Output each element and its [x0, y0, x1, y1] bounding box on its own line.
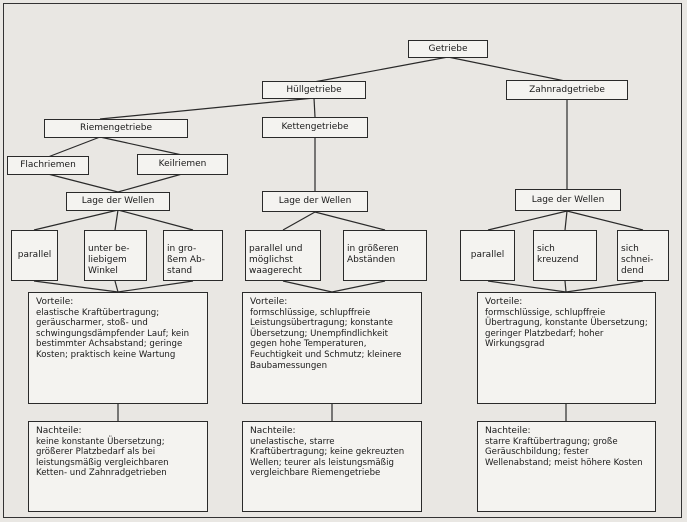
ketten-vorteile-text: formschlüssige, schlupffreie Leistungsübertragung; konstante Übersetzung; Unempfindlichkeit gegen hohe Temperaturen, Feuchtigkeit und Schmutz; kleinere Baubamessungen	[250, 307, 402, 371]
edge-getriebe-huell	[314, 57, 448, 82]
edge-lage-z-1	[488, 211, 567, 230]
ketten-option-abstaende-label: in größeren Abständen	[347, 244, 399, 265]
ketten-vorteile-title: Vorteile:	[250, 297, 288, 307]
zahnrad-option-parallel-label: parallel	[470, 250, 505, 260]
edge-r-opt2-vort	[115, 281, 118, 292]
node-lage-riemen	[66, 192, 170, 211]
edge-lage-k-1	[283, 212, 315, 230]
node-flachriemen-label: Flachriemen	[20, 160, 76, 170]
node-keilriemen-label: Keilriemen	[158, 159, 207, 169]
riemen-option-parallel-label: parallel	[17, 250, 52, 260]
node-zahnradgetriebe	[506, 80, 628, 100]
node-keilriemen	[137, 154, 228, 175]
node-lage-zahnrad	[515, 189, 621, 211]
edge-lage-z-3	[567, 211, 643, 230]
ketten-option-waagerecht-label: parallel und möglichst waagerecht	[249, 244, 303, 276]
ketten-option-waagerecht	[245, 230, 321, 281]
edge-keil-lage	[118, 174, 182, 192]
zahnrad-nachteile-text: starre Kraftübertragung; große Geräuschbildung; fester Wellenabstand; meist höhere Kosten	[485, 436, 643, 468]
ketten-vorteile	[242, 292, 422, 404]
node-getriebe-label: Getriebe	[428, 43, 468, 54]
edge-z-opt2-vort	[565, 281, 566, 292]
zahnrad-vorteile-title: Vorteile:	[485, 297, 523, 307]
ketten-nachteile-text: unelastische, starre Kraftübertragung; keine gekreuzten Wellen; teurer als leistungsmäßig vergleichbare Riemengetriebe	[250, 436, 405, 479]
riemen-nachteile	[28, 421, 208, 512]
zahnrad-vorteile-text: formschlüssige, schlupffreie Übertragung, konstante Übersetzung; geringer Platzbedarf; hoher Wirkungsgrad	[485, 307, 648, 350]
riemen-option-winkel-label: unter be- liebigem Winkel	[88, 244, 130, 276]
edge-r-opt1-vort	[34, 281, 118, 292]
edge-lage-r-1	[34, 210, 118, 230]
node-riemengetriebe	[44, 119, 188, 138]
riemen-option-winkel	[84, 230, 147, 281]
ketten-nachteile-title: Nachteile:	[250, 426, 296, 436]
node-zahnradgetriebe-label: Zahnradgetriebe	[529, 84, 605, 95]
node-flachriemen	[7, 156, 89, 175]
riemen-nachteile-title: Nachteile:	[36, 426, 82, 436]
edge-lage-r-3	[118, 210, 193, 230]
node-kettengetriebe-label: Kettengetriebe	[281, 122, 349, 132]
riemen-option-parallel	[11, 230, 58, 281]
zahnrad-option-schneidend-label: sich schnei- dend	[621, 244, 654, 276]
edge-lage-r-2	[115, 210, 118, 230]
zahnrad-option-kreuzend	[533, 230, 597, 281]
riemen-vorteile-text: elastische Kraftübertragung; geräuscharmer, stoß- und schwingungsdämpfender Lauf; kein bestimmter Achsabstand; geringe Kosten; praktisch keine Wartung	[36, 307, 190, 360]
node-riemengetriebe-label: Riemengetriebe	[79, 123, 153, 133]
zahnrad-nachteile	[477, 421, 656, 512]
edge-lage-z-2	[565, 211, 567, 230]
zahnrad-option-parallel	[460, 230, 515, 281]
node-huellgetriebe-label: Hüllgetriebe	[286, 84, 342, 95]
edge-flach-lage	[48, 174, 118, 192]
riemen-nachteile-text: keine konstante Übersetzung; größerer Platzbedarf als bei leistungsmäßig vergleichbaren Ketten- und Zahnradgetrieben	[36, 436, 169, 479]
node-kettengetriebe	[262, 117, 368, 138]
edge-r-opt3-vort	[118, 281, 193, 292]
edge-getriebe-zahnrad	[448, 57, 565, 81]
riemen-option-abstand-label: in gro- ßem Ab- stand	[167, 244, 205, 276]
riemen-vorteile-title: Vorteile:	[36, 297, 74, 307]
riemen-vorteile	[28, 292, 208, 404]
edge-huell-riemen	[100, 98, 314, 119]
zahnrad-vorteile	[477, 292, 656, 404]
edge-lage-k-2	[315, 212, 385, 230]
zahnrad-option-schneidend	[617, 230, 669, 281]
edge-riemen-flach	[48, 137, 100, 157]
ketten-nachteile	[242, 421, 422, 512]
node-lage-zahnrad-label: Lage der Wellen	[531, 194, 605, 205]
edge-k-opt2-vort	[332, 281, 385, 292]
edge-huell-ketten	[314, 98, 315, 117]
zahnrad-nachteile-title: Nachteile:	[485, 426, 531, 436]
edge-riemen-keil	[100, 137, 182, 155]
riemen-option-abstand	[163, 230, 223, 281]
ketten-option-abstaende	[343, 230, 427, 281]
edge-z-opt3-vort	[566, 281, 643, 292]
node-getriebe	[408, 40, 488, 58]
zahnrad-option-kreuzend-label: sich kreuzend	[537, 244, 579, 265]
node-lage-riemen-label: Lage der Wellen	[81, 196, 155, 206]
node-lage-ketten	[262, 191, 368, 212]
edge-k-opt1-vort	[283, 281, 332, 292]
node-huellgetriebe	[262, 81, 366, 99]
edge-z-opt1-vort	[488, 281, 566, 292]
node-lage-ketten-label: Lage der Wellen	[278, 196, 352, 206]
